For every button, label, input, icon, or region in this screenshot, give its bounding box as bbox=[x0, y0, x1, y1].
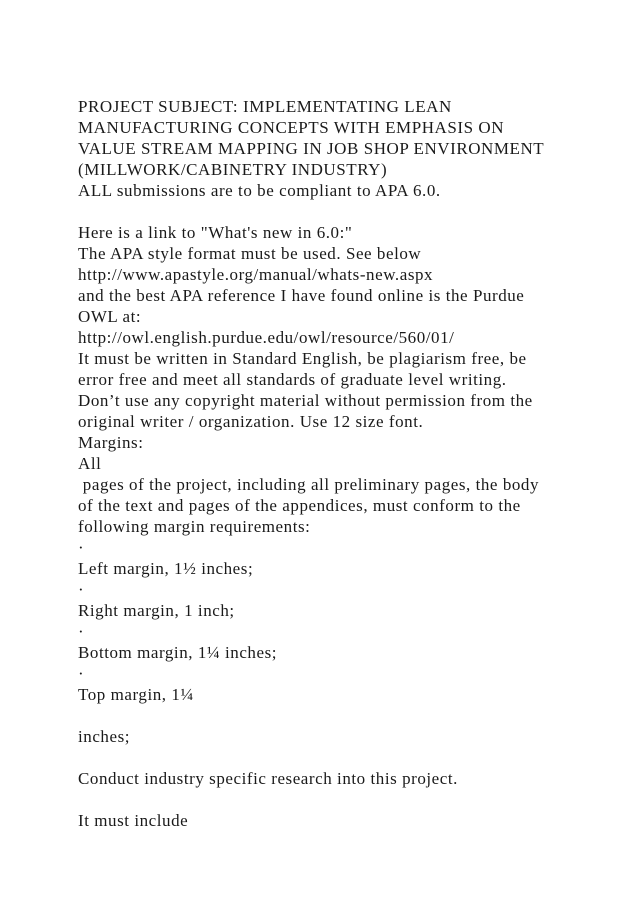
bullet-dot: · bbox=[78, 538, 85, 557]
purdue-line-2: OWL at: bbox=[78, 307, 142, 326]
document-body bbox=[78, 96, 558, 831]
apastyle-url: http://www.apastyle.org/manual/whats-new.aspx bbox=[78, 265, 434, 284]
margins-text-line-1: pages of the project, including all preliminary pages, the body bbox=[78, 475, 540, 494]
subject-line-1: PROJECT SUBJECT: IMPLEMENTATING LEAN bbox=[78, 97, 452, 116]
subject-line-2: MANUFACTURING CONCEPTS WITH EMPHASIS ON bbox=[78, 118, 505, 137]
left-margin-item: Left margin, 1½ inches; bbox=[78, 559, 254, 578]
copyright-line-1: Don’t use any copyright material without permission from the bbox=[78, 391, 533, 410]
top-margin-inches: inches; bbox=[78, 727, 131, 746]
right-margin-item: Right margin, 1 inch; bbox=[78, 601, 235, 620]
top-margin-item: Top margin, 1¼ bbox=[78, 685, 194, 704]
bullet-dot: · bbox=[78, 622, 85, 641]
apa-format-line: The APA style format must be used. See below bbox=[78, 244, 422, 263]
blank-line bbox=[78, 201, 558, 222]
research-line: Conduct industry specific research into this project. bbox=[78, 769, 458, 788]
blank-line bbox=[78, 705, 558, 726]
blank-line bbox=[78, 747, 558, 768]
standard-english-line-2: error free and meet all standards of graduate level writing. bbox=[78, 370, 507, 389]
margins-all: All bbox=[78, 454, 102, 473]
purdue-line-1: and the best APA reference I have found online is the Purdue bbox=[78, 286, 525, 305]
blank-line bbox=[78, 789, 558, 810]
margins-heading: Margins: bbox=[78, 433, 144, 452]
whats-new-line: Here is a link to "What's new in 6.0:" bbox=[78, 223, 353, 242]
copyright-line-2: original writer / organization. Use 12 size font. bbox=[78, 412, 424, 431]
margins-text-line-2: of the text and pages of the appendices, must conform to the bbox=[78, 496, 521, 515]
subject-line-4: (MILLWORK/CABINETRY INDUSTRY) bbox=[78, 160, 388, 179]
bullet-dot: · bbox=[78, 664, 85, 683]
bottom-margin-item: Bottom margin, 1¼ inches; bbox=[78, 643, 278, 662]
apa-compliance-line: ALL submissions are to be compliant to APA 6.0. bbox=[78, 181, 441, 200]
bullet-dot: · bbox=[78, 580, 85, 599]
subject-line-3: VALUE STREAM MAPPING IN JOB SHOP ENVIRONMENT bbox=[78, 139, 545, 158]
standard-english-line-1: It must be written in Standard English, be plagiarism free, be bbox=[78, 349, 527, 368]
purdue-url: http://owl.english.purdue.edu/owl/resource/560/01/ bbox=[78, 328, 455, 347]
margins-text-line-3: following margin requirements: bbox=[78, 517, 311, 536]
must-include-line: It must include bbox=[78, 811, 189, 830]
